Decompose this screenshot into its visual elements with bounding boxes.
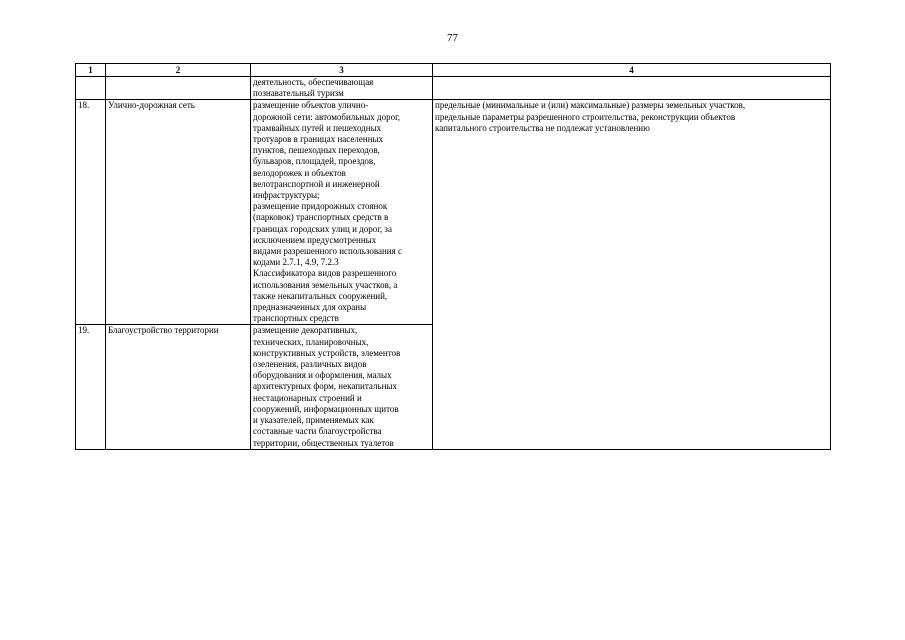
- page-number: 77: [447, 32, 458, 44]
- row-description: размещение объектов улично- дорожной сети: автомобильных дорог, трамвайных путей и пешеходных тротуаров в границах населенных пунктов, пешеходных переходов, бульваров, площадей, проездов, велодорожек и объектов велотранспортной и инженерной инфраструктуры; размещение придорожных стоянок (парковок) транспортных средств в границах городских улиц и дорог, за исключением предусмотренных видами разрешенного использования с кодами 2.7.1, 4.9, 7.2.3 Классификатора видов разрешенного использования земельных участков, а также некапитальных сооружений, предназначенных для охраны транспортных средств: [251, 100, 433, 325]
- cell-parameters: [433, 77, 831, 100]
- row-description: размещение декоративных, технических, планировочных, конструктивных устройств, элементов озеленения, различных видов оборудования и оформления, малых архитектурных форм, некапитальных нестационарных строений и сооружений, информационных щитов и указателей, применяемых как составные части благоустройства территории, общественных туалетов: [251, 325, 433, 449]
- row-name: Благоустройство территории: [106, 325, 251, 449]
- cell-number: [76, 77, 106, 100]
- header-col-1: 1: [76, 64, 106, 77]
- row-number: 18.: [76, 100, 106, 325]
- cell-name: [106, 77, 251, 100]
- land-use-table: [75, 63, 831, 450]
- cell-description: деятельность, обеспечивающая познавательный туризм: [251, 77, 433, 100]
- header-col-3: 3: [251, 64, 433, 77]
- header-col-2: 2: [106, 64, 251, 77]
- merged-parameters-cell: предельные (минимальные и (или) максимальные) размеры земельных участков, предельные параметры разрешенного строительства, реконструкции объектов капитального строительства не подлежат установлению: [433, 100, 831, 449]
- continuation-row: [76, 77, 831, 100]
- row-name: Улично-дорожная сеть: [106, 100, 251, 325]
- header-row: [76, 64, 831, 77]
- row-number: 19.: [76, 325, 106, 449]
- header-col-4: 4: [433, 64, 831, 77]
- table-row: [76, 100, 831, 325]
